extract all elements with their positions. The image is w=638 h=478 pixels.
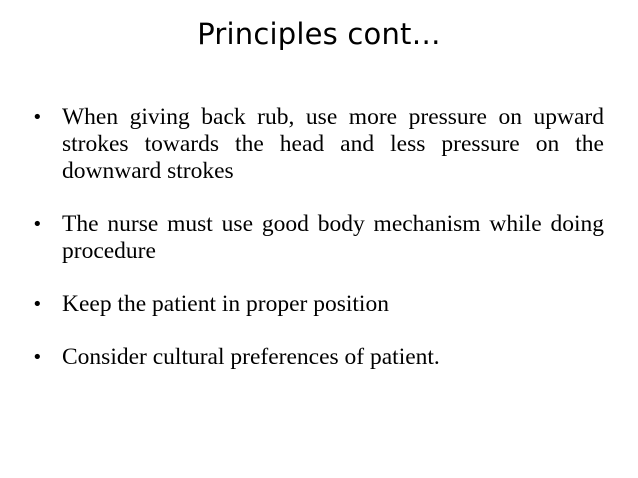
bullet-icon: • — [32, 214, 43, 235]
bullet-text: The nurse must use good body mechanism while doing procedure — [62, 211, 604, 264]
bullet-list — [32, 104, 604, 371]
bullet-text: Consider cultural preferences of patient. — [62, 344, 440, 370]
bullet-icon: • — [32, 107, 43, 128]
bullet-item-cultural-preferences — [32, 344, 604, 371]
bullet-text: When giving back rub, use more pressure on upward strokes towards the head and less pressure on the downward strokes — [62, 104, 604, 184]
bullet-item-body-mechanism — [32, 211, 604, 265]
bullet-text: Keep the patient in proper position — [62, 291, 389, 317]
bullet-item-body-rub-pressure — [32, 104, 604, 185]
bullet-icon: • — [32, 347, 43, 368]
slide-title: Principles cont… — [197, 17, 441, 51]
bullet-item-patient-position — [32, 291, 604, 318]
bullet-icon: • — [32, 294, 43, 315]
